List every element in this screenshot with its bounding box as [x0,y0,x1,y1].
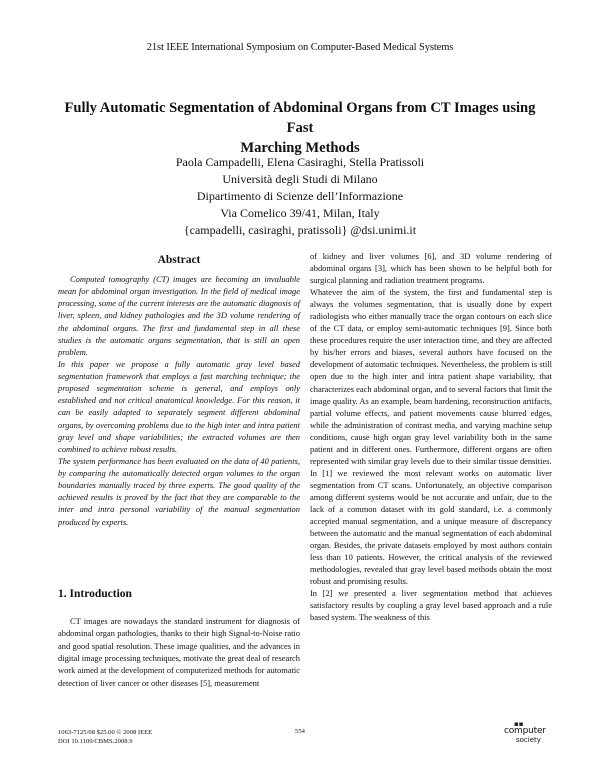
affiliation-university: Università degli Studi di Milano [222,172,378,186]
copyright-line: 1063-7125/08 $25.00 © 2008 IEEE [58,729,153,736]
body-paragraph: Whatever the aim of the system, the first and fundamental step is always the volumes segmentation, that is usually done by expert radiologists who either manually trace the organ contours on each slice of the CT data, or employ semi-automatic techniques [9]. Since both these procedures require the user interaction time, and they are affected by his/her errors and biases, several authors have focused on the development of automatic techniques. Nevertheless, the problem is still open due to the high inter and intra patient shape variability, that characterizes each abdominal organ, and to several factors that limit the image quality. As an example, beam hardening, reconstruction artifacts, partial volume effects, and patient movements cause blurred edges, while the administration of contrast media, and varying machine setup conditions, cause high organ gray level variability both in the same patient and in different ones. Furthermore, different organs are often represented with similar gray levels due to their similar tissue densities. [310,287,552,466]
abstract-paragraph: Computed tomography (CT) images are becoming an invaluable mean for abdominal organ investigation. In the field of medical image processing, some of the current interests are the automatic diagnosis of liver, spleen, and kidney pathologies and the 3D volume rendering of the abdominal organs. The first and fundamental step in all these studies is the automatic organs segmentation, that is still an open problem. [58,274,300,357]
abstract-body [58,273,300,528]
affiliation-address: Via Comelico 39/41, Milan, Italy [220,206,380,220]
page-number: 554 [295,728,305,735]
conference-header: 21st IEEE International Symposium on Computer-Based Medical Systems [146,42,454,53]
author-block [0,154,600,239]
body-paragraph: CT images are nowadays the standard instrument for diagnosis of abdominal organ pathologies, thanks to their high Signal-to-Noise ratio and good spatial resolution. These image qualities, and the advances in digital image processing techniques, motivate the great deal of research work aimed at the development of computerized methods for automatic detection of liver cancer or other diseases [5], measurement [58,616,300,688]
affiliation-department: Dipartimento di Scienze dell’Informazione [196,189,404,203]
doi-line: DOI 10.1109/CBMS.2008.9 [58,738,133,745]
paper-title [55,98,545,158]
logo-text-society: society [516,736,541,744]
title-line-1: Fully Automatic Segmentation of Abdominal Organs from CT Images using Fast [64,100,536,136]
computer-society-logo [500,720,552,750]
logo-text-computer: computer [504,726,546,736]
author-names: Paola Campadelli, Elena Casiraghi, Stella Pratissoli [175,155,425,169]
introduction-body-left [58,615,300,689]
section-heading-introduction: 1. Introduction [58,588,132,600]
body-paragraph: In [2] we presented a liver segmentation method that achieves satisfactory results by coupling a gray level based approach and a rule based system. The weakness of this [310,588,552,623]
author-emails: {campadelli, casiraghi, pratissoli} @dsi.unimi.it [183,223,417,237]
right-column [310,250,552,623]
body-paragraph: In [1] we reviewed the most relevant works on automatic liver segmentation from CT scans. Unfortunately, an objective comparison among different systems would be not accurate and unfair, due to the lack of a common dataset with its gold standard, i.e. a commonly accepted manual segmentation, and a unique measure of discrepancy between the automatic and the manual segmentation of each abdominal organ. Besides, the private datasets employed by most authors contain less than 10 patients. However, the critical analysis of the reviewed methodologies, revealed that gray level based methods obtain the most robust and promising results. [310,467,552,587]
body-paragraph: of kidney and liver volumes [6], and 3D volume rendering of abdominal organs [3], which has been shown to be helpful both for surgical planning and radiation treatment programs. [310,251,552,286]
title-line-2: Marching Methods [240,140,360,156]
abstract-paragraph: In this paper we propose a fully automatic gray level based segmentation framework that employs a fast marching technique; the proposed segmentation scheme is general, and employs only established and not critical anatomical knowledge. For this reason, it can be easily adapted to separately segment different abdominal organs, by overcoming problems due to the high inter and intra patient gray level and shape variabilities; the extracted volumes are then combined to achieve robust results. [58,358,300,454]
abstract-heading: Abstract [157,254,201,266]
abstract-paragraph: The system performance has been evaluated on the data of 40 patients, by comparing the automatically detected organ volumes to the organ boundaries manually traced by three experts. The good quality of the achieved results is proved by the fact that they are comparable to the inter and intra personal variability of the manual segmentation produced by experts. [58,455,300,527]
logo-mark-icon: ▪▪ [514,720,524,728]
